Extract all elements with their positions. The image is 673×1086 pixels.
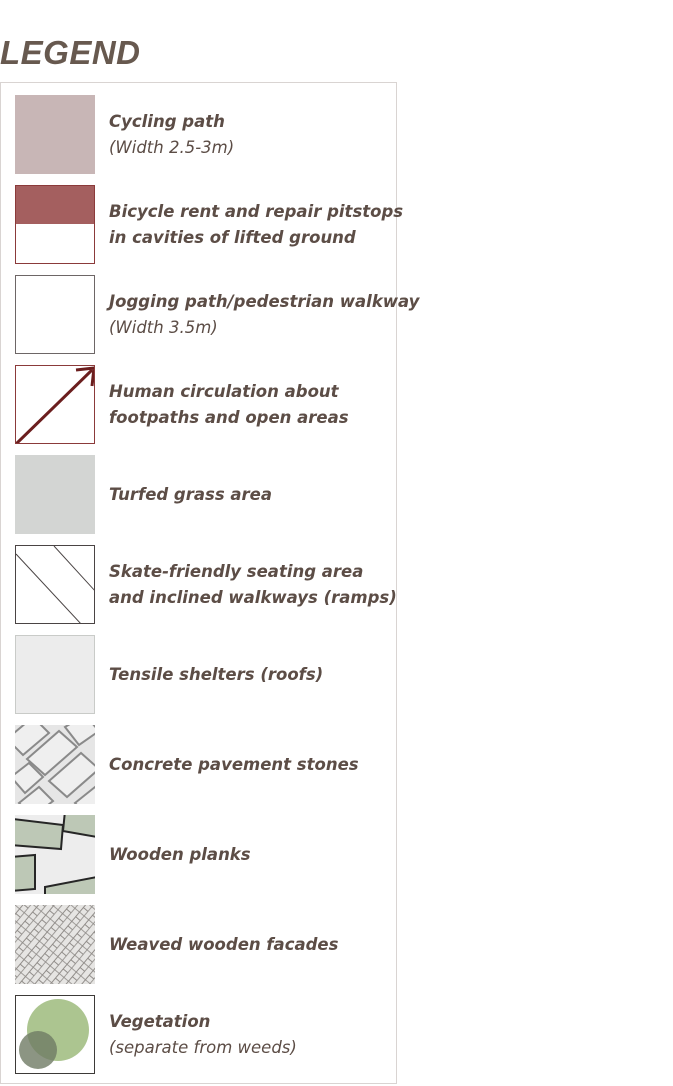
legend-item-jogging-path	[1, 275, 420, 355]
skate-ramp-swatch	[15, 545, 95, 624]
vegetation-swatch	[15, 995, 95, 1074]
legend-item-label: Jogging path/pedestrian walkway (Width 3.5m)	[109, 292, 420, 337]
planks-swatch	[15, 815, 95, 894]
legend-item-label: Human circulation about footpaths and open areas	[109, 382, 349, 427]
cycling-path-swatch	[15, 95, 95, 174]
weave-swatch	[15, 905, 95, 984]
tree-canopy-icon	[16, 996, 95, 1074]
pavement-stones-icon	[15, 725, 95, 804]
legend-box	[0, 82, 420, 1084]
legend-item-label: Cycling path (Width 2.5-3m)	[109, 112, 235, 157]
shelter-swatch	[15, 635, 95, 714]
legend-item-tensile-shelters	[1, 635, 396, 715]
legend-item-human-circulation	[1, 365, 396, 445]
legend-item-cycling-path	[1, 95, 396, 175]
legend-item-label: Bicycle rent and repair pitstops in cavities of lifted ground	[109, 202, 404, 247]
legend-item-concrete-pavement	[1, 725, 396, 805]
legend-item-label: Wooden planks	[109, 845, 251, 864]
legend-item-label: Concrete pavement stones	[109, 755, 359, 774]
legend-item-label: Weaved wooden facades	[109, 935, 339, 954]
legend-item-label: Tensile shelters (roofs)	[109, 665, 324, 684]
diagonal-lines-icon	[16, 546, 95, 624]
jogging-path-swatch	[15, 275, 95, 354]
legend-item-skate-seating	[1, 545, 396, 625]
legend-title: LEGEND	[0, 34, 141, 71]
legend-item-label: Turfed grass area	[109, 485, 273, 504]
pavement-swatch	[15, 725, 95, 804]
bicycle-pitstop-swatch	[15, 185, 95, 264]
wooden-planks-icon	[15, 815, 95, 894]
legend-item-vegetation	[1, 995, 396, 1075]
grass-swatch	[15, 455, 95, 534]
legend-item-weaved-facades	[1, 905, 396, 985]
weave-pattern-icon	[15, 905, 95, 984]
legend-item-turfed-grass	[1, 455, 396, 535]
legend-item-label: Skate-friendly seating area and inclined walkways (ramps)	[109, 562, 397, 607]
diagonal-arrow-icon	[16, 366, 95, 444]
legend-item-wooden-planks	[1, 815, 396, 895]
legend-item-bicycle-pitstops	[1, 185, 404, 265]
arrow-swatch	[15, 365, 95, 444]
legend-item-label: Vegetation (separate from weeds)	[109, 1012, 297, 1057]
